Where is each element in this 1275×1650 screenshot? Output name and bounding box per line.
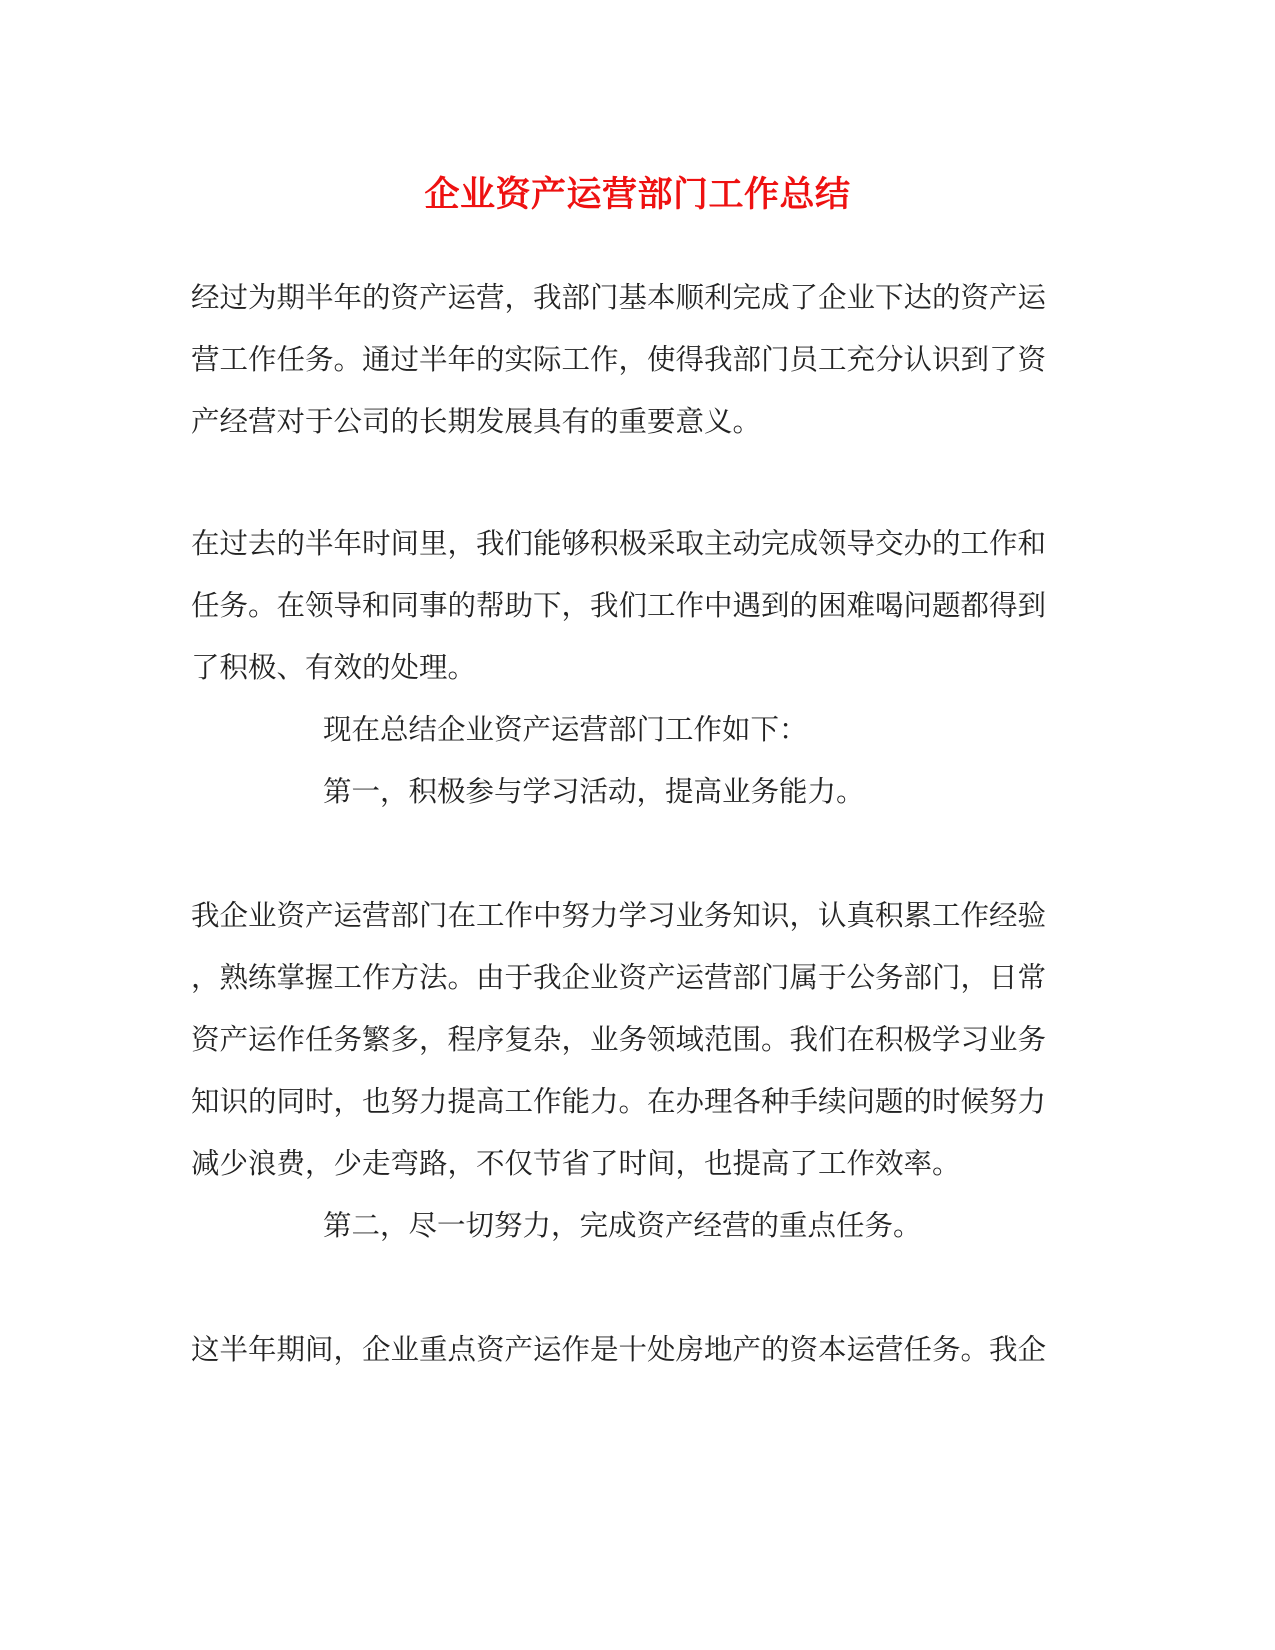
paragraph-1-line-3: 产经营对于公司的长期发展具有的重要意义。 bbox=[191, 405, 762, 438]
paragraph-1-line-1: 经过为期半年的资产运营，我部门基本顺利完成了企业下达的资产运 bbox=[191, 281, 1047, 314]
document-title: 企业资产运营部门工作总结 bbox=[424, 174, 851, 215]
paragraph-3-line-5: 减少浪费，少走弯路，不仅节省了时间，也提高了工作效率。 bbox=[191, 1147, 961, 1180]
paragraph-2-line-2: 任务。在领导和同事的帮助下，我们工作中遇到的困难喝问题都得到 bbox=[191, 589, 1047, 622]
paragraph-3-line-3: 资产运作任务繁多，程序复杂，业务领域范围。我们在积极学习业务 bbox=[191, 1023, 1047, 1056]
paragraph-2-line-3: 了积极、有效的处理。 bbox=[191, 651, 477, 684]
section-2-heading: 第二，尽一切努力，完成资产经营的重点任务。 bbox=[323, 1209, 922, 1242]
section-1-heading: 第一，积极参与学习活动，提高业务能力。 bbox=[323, 775, 865, 808]
paragraph-3-line-2: ，熟练掌握工作方法。由于我企业资产运营部门属于公务部门，日常 bbox=[191, 961, 1047, 994]
paragraph-3-line-4: 知识的同时，也努力提高工作能力。在办理各种手续问题的时候努力 bbox=[191, 1085, 1047, 1118]
paragraph-3-line-1: 我企业资产运营部门在工作中努力学习业务知识，认真积累工作经验 bbox=[191, 899, 1047, 932]
paragraph-4-line-1: 这半年期间，企业重点资产运作是十处房地产的资本运营任务。我企 bbox=[191, 1333, 1047, 1366]
paragraph-2-line-1: 在过去的半年时间里，我们能够积极采取主动完成领导交办的工作和 bbox=[191, 527, 1047, 560]
paragraph-1-line-2: 营工作任务。通过半年的实际工作，使得我部门员工充分认识到了资 bbox=[191, 343, 1047, 376]
summary-intro: 现在总结企业资产运营部门工作如下： bbox=[323, 713, 808, 746]
